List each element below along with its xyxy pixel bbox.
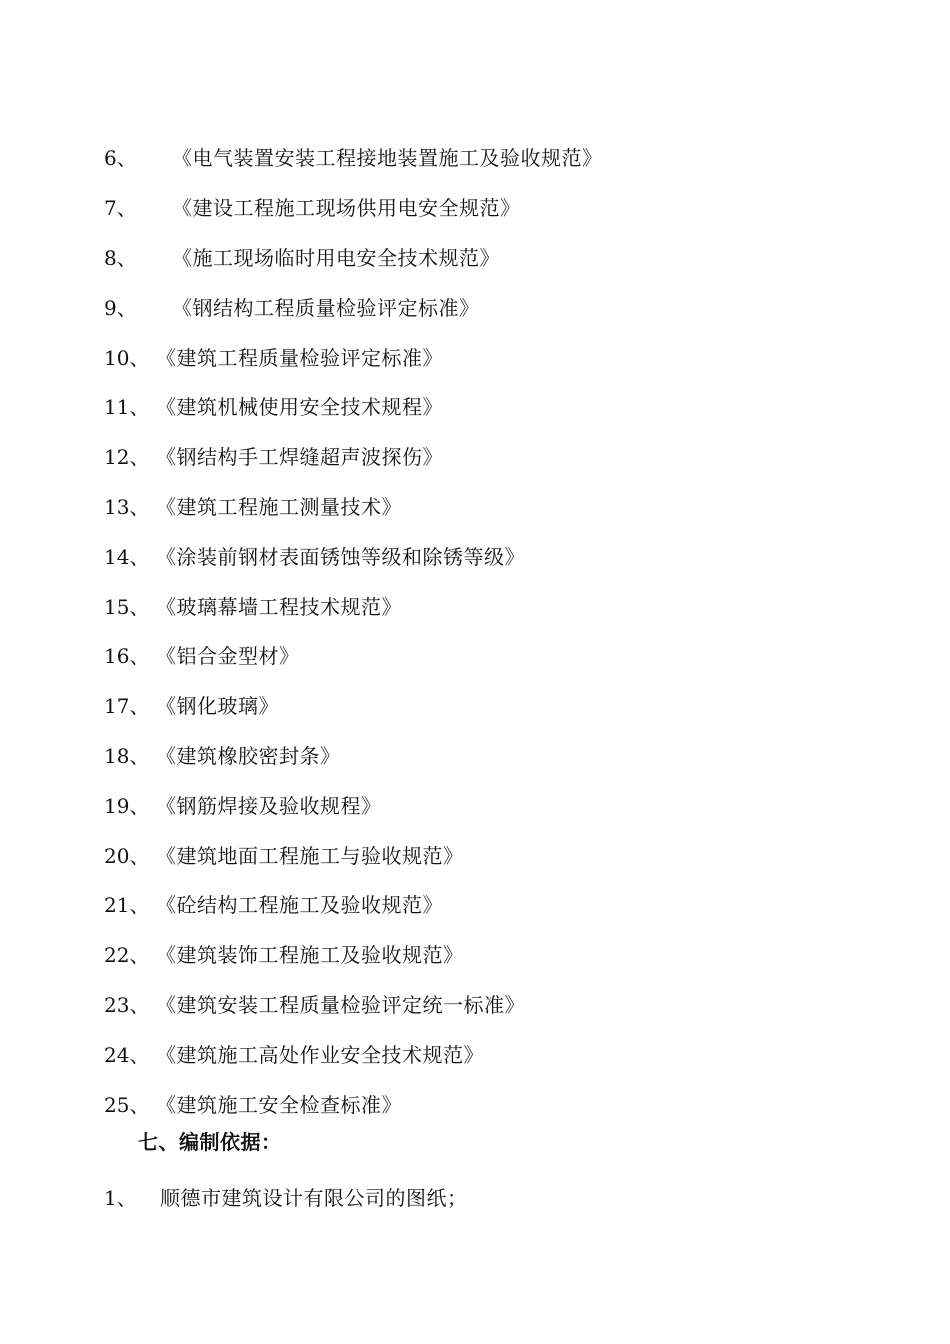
list-item bbox=[104, 331, 884, 381]
list-item-title: 《钢结构工程质量检验评定标准》 bbox=[172, 295, 480, 320]
list-item-number: 23、 bbox=[104, 992, 150, 1017]
list-item-number: 13、 bbox=[104, 494, 150, 519]
list-item bbox=[104, 481, 884, 531]
list-item-title: 《砼结构工程施工及验收规范》 bbox=[156, 893, 443, 918]
list-item-title: 《玻璃幕墙工程技术规范》 bbox=[156, 594, 402, 619]
list-item bbox=[104, 1173, 468, 1219]
list-item-title: 《建筑施工高处作业安全技术规范》 bbox=[156, 1042, 484, 1067]
list-item-title: 《铝合金型材》 bbox=[156, 644, 300, 669]
section-heading: 七、编制依据： bbox=[138, 1130, 282, 1154]
list-item-number: 17、 bbox=[104, 694, 150, 719]
list-item-title: 《施工现场临时用电安全技术规范》 bbox=[172, 245, 500, 270]
list-item bbox=[104, 979, 884, 1029]
standards-list bbox=[104, 132, 884, 1128]
list-item-title: 顺德市建筑设计有限公司的图纸； bbox=[160, 1185, 468, 1210]
list-item-number: 21、 bbox=[104, 893, 150, 918]
list-item bbox=[104, 431, 884, 481]
list-item bbox=[104, 730, 884, 780]
list-item-title: 《建筑安装工程质量检验评定统一标准》 bbox=[156, 992, 525, 1017]
list-item bbox=[104, 630, 884, 680]
list-item-number: 16、 bbox=[104, 644, 150, 669]
list-item-title: 《建筑工程质量检验评定标准》 bbox=[156, 345, 443, 370]
list-item bbox=[104, 182, 884, 232]
list-item-title: 《钢结构手工焊缝超声波探伤》 bbox=[156, 445, 443, 470]
list-item-number: 14、 bbox=[104, 544, 150, 569]
list-item bbox=[104, 879, 884, 929]
list-item-title: 《建筑地面工程施工与验收规范》 bbox=[156, 843, 464, 868]
list-item-number: 1、 bbox=[104, 1185, 137, 1210]
list-item-number: 12、 bbox=[104, 445, 150, 470]
list-item bbox=[104, 1028, 884, 1078]
list-item bbox=[104, 381, 884, 431]
list-item-number: 20、 bbox=[104, 843, 150, 868]
list-item-number: 24、 bbox=[104, 1042, 150, 1067]
list-item bbox=[104, 281, 884, 331]
list-item-number: 15、 bbox=[104, 594, 150, 619]
list-item bbox=[104, 929, 884, 979]
list-item bbox=[104, 1078, 884, 1128]
list-item-title: 《建筑装饰工程施工及验收规范》 bbox=[156, 943, 464, 968]
list-item bbox=[104, 580, 884, 630]
list-item-title: 《电气装置安装工程接地装置施工及验收规范》 bbox=[172, 146, 603, 171]
list-item bbox=[104, 829, 884, 879]
list-item-number: 7、 bbox=[104, 196, 137, 221]
list-item-number: 6、 bbox=[104, 146, 137, 171]
basis-list bbox=[104, 1173, 468, 1219]
list-item-title: 《建筑橡胶密封条》 bbox=[156, 743, 341, 768]
list-item bbox=[104, 779, 884, 829]
list-item-title: 《钢筋焊接及验收规程》 bbox=[156, 793, 382, 818]
list-item-title: 《钢化玻璃》 bbox=[156, 694, 279, 719]
list-item-title: 《建筑工程施工测量技术》 bbox=[156, 494, 402, 519]
list-item-number: 25、 bbox=[104, 1092, 150, 1117]
list-item-number: 18、 bbox=[104, 743, 150, 768]
list-item-title: 《建设工程施工现场供用电安全规范》 bbox=[172, 196, 521, 221]
list-item bbox=[104, 132, 884, 182]
list-item-number: 8、 bbox=[104, 245, 137, 270]
list-item bbox=[104, 530, 884, 580]
list-item-title: 《建筑机械使用安全技术规程》 bbox=[156, 395, 443, 420]
list-item-number: 10、 bbox=[104, 345, 150, 370]
list-item bbox=[104, 232, 884, 282]
list-item-number: 11、 bbox=[104, 395, 150, 420]
list-item bbox=[104, 680, 884, 730]
list-item-title: 《建筑施工安全检查标准》 bbox=[156, 1092, 402, 1117]
list-item-number: 9、 bbox=[104, 295, 137, 320]
list-item-number: 22、 bbox=[104, 943, 150, 968]
list-item-title: 《涂装前钢材表面锈蚀等级和除锈等级》 bbox=[156, 544, 525, 569]
list-item-number: 19、 bbox=[104, 793, 150, 818]
